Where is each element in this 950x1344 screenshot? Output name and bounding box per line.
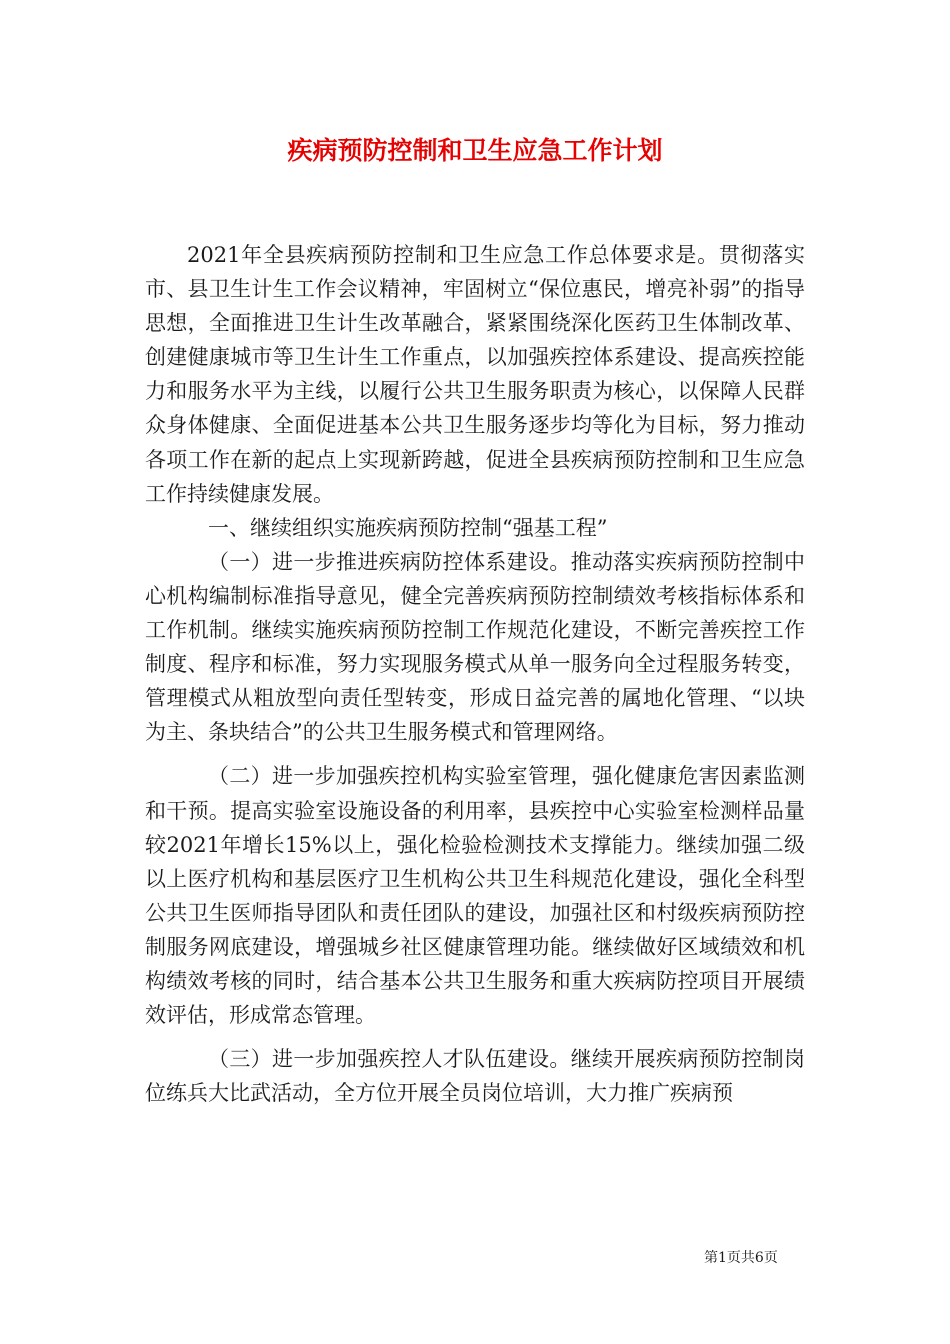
subsection-paragraph-2: （二）进一步加强疾控机构实验室管理，强化健康危害因素监测和干预。提高实验室设施设备的利用率，县疾控中心实验室检测样品量较2021年增长15%以上，强化检验检测技术支撑能力。继续加强二级以上医疗机构和基层医疗卫生机构公共卫生科规范化建设，强化全科型公共卫生医师指导团队和责任团队的建设，加强社区和村级疾病预防控制服务网底建设，增强城乡社区健康管理功能。继续做好区域绩效和机构绩效考核的同时，结合基本公共卫生服务和重大疾病防控项目开展绩效评估，形成常态管理。 (145, 764, 805, 1028)
document-body (145, 238, 805, 1110)
intro-paragraph: 2021年全县疾病预防控制和卫生应急工作总体要求是。贯彻落实市、县卫生计生工作会议精神，牢固树立“保位惠民，增亮补弱”的指导思想，全面推进卫生计生改革融合，紧紧围绕深化医药卫生体制改革、创建健康城市等卫生计生工作重点，以加强疾控体系建设、提高疾控能力和服务水平为主线，以履行公共卫生服务职责为核心，以保障人民群众身体健康、全面促进基本公共卫生服务逐步均等化为目标，努力推动各项工作在新的起点上实现新跨越，促进全县疾病预防控制和卫生应急工作持续健康发展。 (145, 243, 805, 506)
subsection-paragraph-3: （三）进一步加强疾控人才队伍建设。继续开展疾病预防控制岗位练兵大比武活动，全方位开展全员岗位培训，大力推广疾病预 (145, 1047, 805, 1106)
section-heading-1: 一、继续组织实施疾病预防控制“强基工程” (208, 515, 608, 540)
subsection-paragraph-1: （一）进一步推进疾病防控体系建设。推动落实疾病预防控制中心机构编制标准指导意见，健全完善疾病预防控制绩效考核指标体系和工作机制。继续实施疾病预防控制工作规范化建设，不断完善疾控工作制度、程序和标准，努力实现服务模式从单一服务向全过程服务转变，管理模式从粗放型向责任型转变，形成日益完善的属地化管理、“以块为主、条块结合”的公共卫生服务模式和管理网络。 (145, 549, 805, 745)
page-number-footer: 第1页共6页 (704, 1250, 778, 1266)
document-title: 疾病预防控制和卫生应急工作计划 (287, 136, 663, 165)
